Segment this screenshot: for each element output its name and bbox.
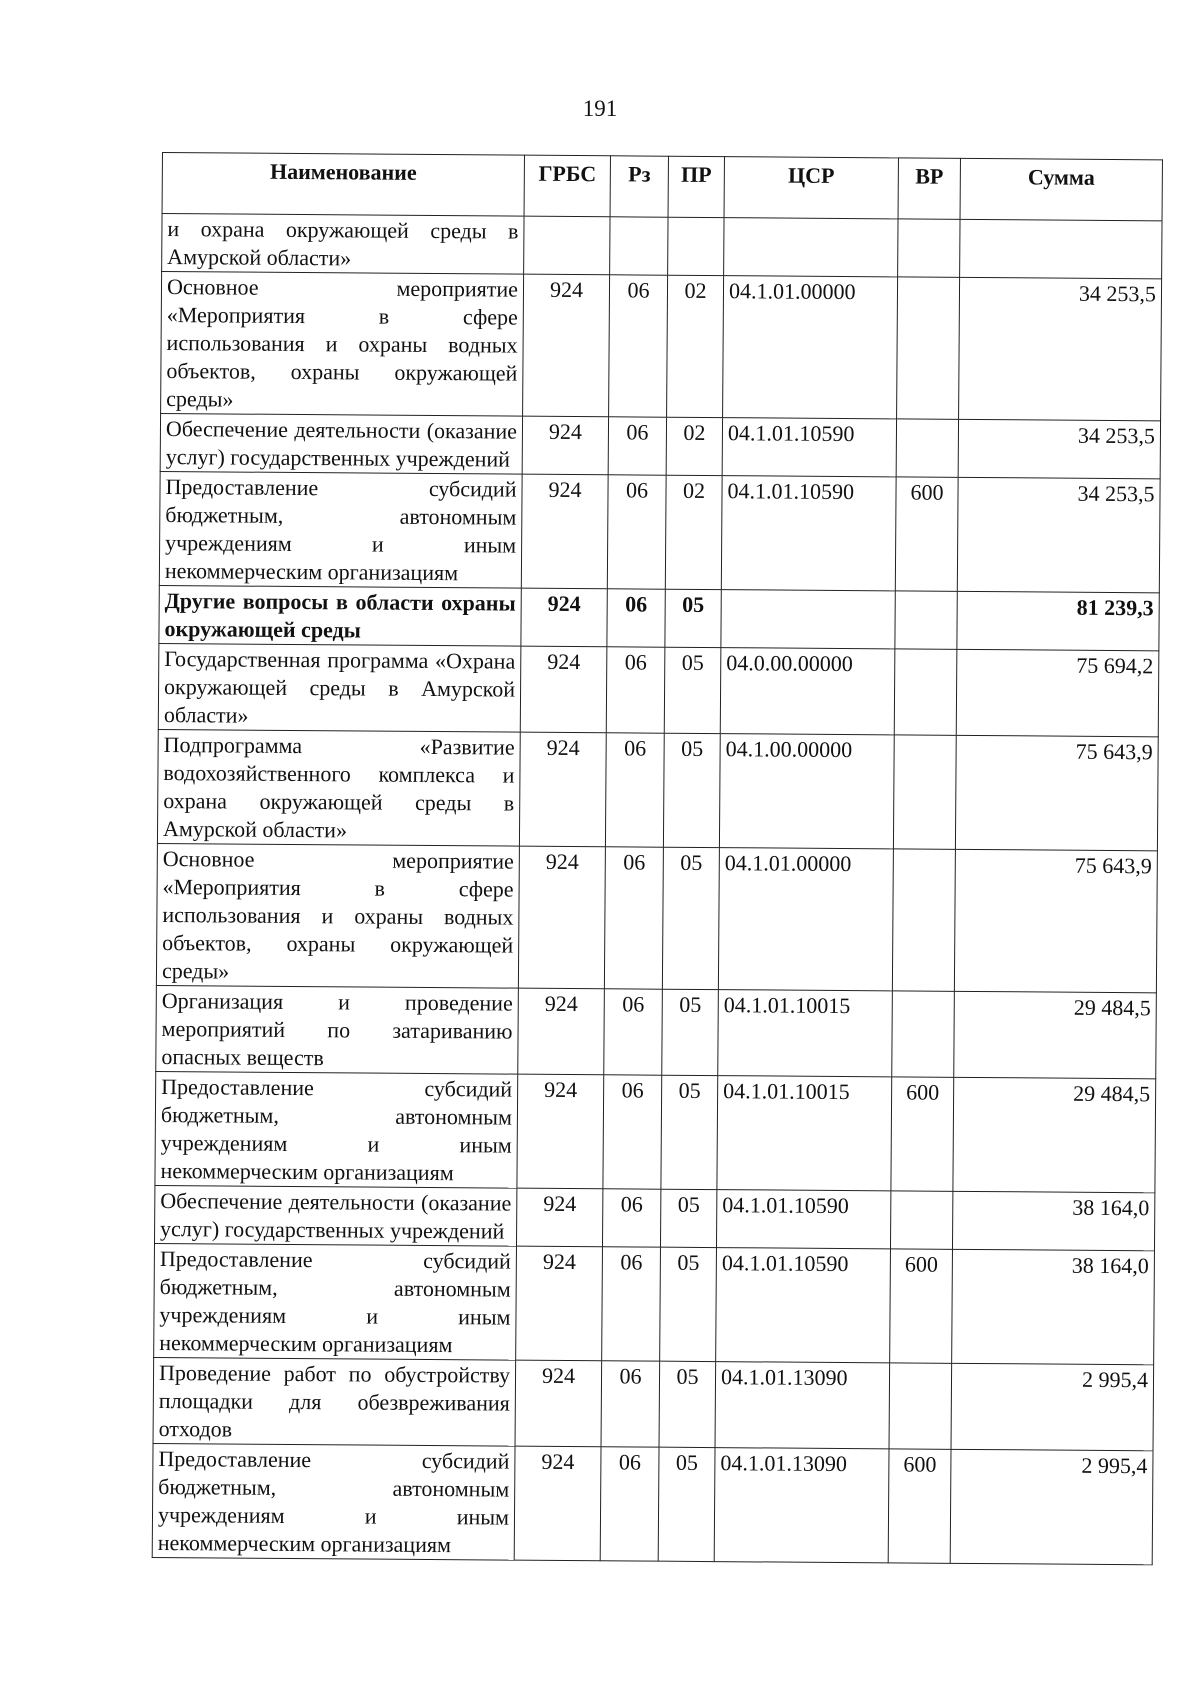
name-cell: Другие вопросы в области охраны окружающей среды [159,585,521,646]
csr-cell [724,218,898,277]
header-csr: ЦСР [724,157,898,219]
sum-cell: 34 253,5 [958,419,1160,478]
header-pr: ПР [668,156,724,217]
csr-cell: 04.1.01.13090 [715,1362,890,1449]
sum-cell: 34 253,5 [959,277,1162,420]
grbs-cell: 924 [519,732,606,847]
name-cell: Проведение работ по обустройству площадки для обезвреживания отходов [153,1357,516,1446]
rz-cell [610,217,668,275]
name-cell: Государственная программа «Охрана окружающей среды в Амурской области» [158,643,521,732]
name-cell: Обеспечение деятельности (оказание услуг) государственных учреждений [160,413,522,474]
table-row [159,471,1160,592]
vr-cell: 600 [890,1249,953,1363]
pr-cell [668,217,724,275]
grbs-cell: 924 [515,1360,602,1447]
pr-cell: 02 [665,475,722,589]
rz-cell: 06 [601,1361,660,1447]
pr-cell: 05 [663,733,720,847]
csr-cell [721,590,895,649]
pr-cell: 05 [665,589,721,647]
vr-cell: 600 [888,1449,951,1563]
grbs-cell [524,216,610,275]
csr-cell: 04.0.00.00000 [720,648,895,735]
table-row [157,729,1158,850]
rz-cell: 06 [608,417,666,475]
grbs-cell: 924 [522,416,608,475]
pr-cell: 02 [666,417,722,475]
sum-cell: 2 995,4 [950,1449,1153,1564]
grbs-cell: 924 [520,646,607,733]
table-row [160,413,1160,478]
pr-cell: 05 [662,847,719,989]
name-cell: Основное мероприятие «Мероприятия в сфере использования и охраны водных объектов, охраны окружающей среды» [156,843,519,988]
csr-cell: 04.1.01.10015 [717,1076,892,1191]
grbs-cell: 924 [518,846,605,989]
csr-cell: 04.1.00.00000 [719,734,894,849]
vr-cell [897,277,960,419]
table-row [156,985,1157,1078]
vr-cell: 600 [891,1077,954,1191]
rz-cell: 06 [603,1075,662,1189]
table-row [161,272,1162,421]
sum-cell: 34 253,5 [957,477,1160,592]
vr-cell [893,735,956,849]
table-row [154,1185,1154,1250]
header-vr: ВР [898,158,960,219]
table-row [153,1357,1154,1450]
sum-cell: 81 239,3 [957,591,1159,650]
name-cell: Предоставление субсидий бюджетным, автономным учреждениям и иным некоммерческим организациям [152,1443,515,1560]
csr-cell: 04.1.01.10590 [716,1190,890,1249]
sum-cell: 75 643,9 [954,849,1157,992]
rz-cell: 06 [604,989,663,1075]
table-header-row [162,153,1162,221]
csr-cell: 04.1.01.00000 [723,276,898,419]
table-row [152,1443,1153,1564]
rz-cell: 06 [607,475,666,589]
grbs-cell: 924 [521,474,608,589]
header-sum: Сумма [960,158,1162,220]
table-row [159,585,1159,650]
rz-cell: 06 [602,1247,661,1361]
name-cell: Подпрограмма «Развитие водохозяйственного комплекса и охрана окружающей среды в Амурской области» [157,729,520,846]
pr-cell: 05 [661,1075,718,1189]
table-row [156,843,1157,992]
pr-cell: 05 [660,1247,717,1361]
sum-cell: 38 164,0 [952,1249,1155,1364]
csr-cell: 04.1.01.10590 [716,1248,891,1363]
table-body [152,214,1162,1565]
csr-cell: 04.1.01.00000 [718,848,893,991]
vr-cell [898,219,960,277]
header-rz: Рз [610,156,668,217]
vr-cell [892,849,955,991]
pr-cell: 05 [659,1361,716,1447]
name-cell: Обеспечение деятельности (оказание услуг) государственных учреждений [154,1185,516,1246]
grbs-cell: 924 [516,1246,603,1361]
sum-cell: 75 643,9 [955,735,1158,850]
name-cell: Организация и проведение мероприятий по затариванию опасных веществ [156,985,519,1074]
sum-cell: 2 995,4 [951,1363,1154,1450]
table-row [155,1071,1156,1192]
vr-cell [896,419,958,477]
budget-table [152,152,1163,1565]
name-cell: Предоставление субсидий бюджетным, автономным учреждениям и иным некоммерческим организациям [154,1243,517,1360]
pr-cell: 05 [658,1447,715,1561]
sum-cell: 29 484,5 [953,1077,1156,1192]
rz-cell: 06 [607,589,665,647]
sum-cell: 75 694,2 [956,649,1159,736]
csr-cell: 04.1.01.10590 [721,476,896,591]
table-row [162,214,1162,279]
rz-cell: 06 [602,1189,660,1247]
csr-cell: 04.1.01.10015 [718,990,893,1077]
grbs-cell: 924 [521,588,607,647]
vr-cell [892,991,955,1077]
page-number: 191 [582,96,618,121]
name-cell: Предоставление субсидий бюджетным, автономным учреждениям и иным некоммерческим организациям [159,471,522,588]
rz-cell: 06 [600,1447,659,1561]
table-row [154,1243,1155,1364]
rz-cell: 06 [606,647,665,733]
vr-cell [894,649,957,735]
grbs-cell: 924 [518,988,605,1075]
name-cell: и охрана окружающей среды в Амурской области» [162,214,524,275]
sum-cell: 38 164,0 [952,1191,1154,1250]
grbs-cell: 924 [514,1446,601,1561]
csr-cell: 04.1.01.10590 [722,418,896,477]
pr-cell: 02 [667,275,724,417]
header-name: Наименование [162,153,524,217]
rz-cell: 06 [609,275,668,417]
grbs-cell: 924 [523,274,610,417]
csr-cell: 04.1.01.13090 [714,1448,889,1563]
grbs-cell: 924 [516,1188,602,1247]
rz-cell: 06 [604,847,663,989]
sum-cell: 29 484,5 [954,991,1157,1078]
vr-cell [889,1363,952,1449]
table-row [158,643,1159,736]
pr-cell: 05 [662,989,719,1075]
name-cell: Предоставление субсидий бюджетным, автономным учреждениям и иным некоммерческим организациям [155,1071,518,1188]
vr-cell [890,1191,952,1249]
grbs-cell: 924 [517,1074,604,1189]
sum-cell [960,219,1162,278]
pr-cell: 05 [664,647,721,733]
vr-cell: 600 [895,477,958,591]
name-cell: Основное мероприятие «Мероприятия в сфере использования и охраны водных объектов, охраны окружающей среды» [161,272,524,417]
vr-cell [895,591,957,649]
pr-cell: 05 [660,1189,716,1247]
rz-cell: 06 [605,733,664,847]
header-grbs: ГРБС [524,155,610,217]
